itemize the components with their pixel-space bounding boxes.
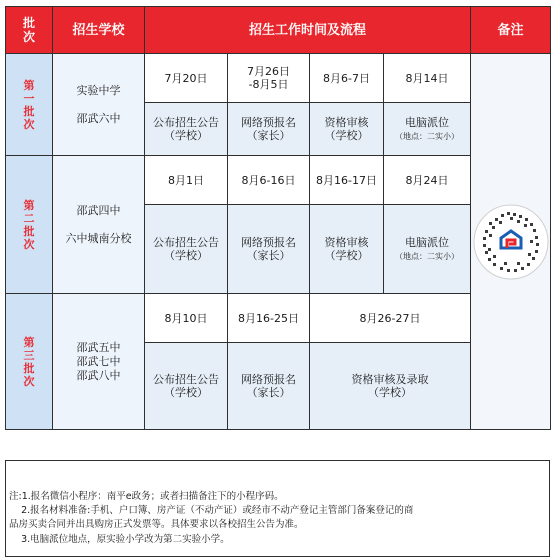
batch-1-step-4 (384, 103, 471, 156)
batch-1-date-2: 7月26日 -8月5日 (228, 54, 310, 103)
batch-3-date-3: 8月26-27日 (310, 294, 471, 343)
note-line-2: 2.报名材料准备:手机、户口簿、房产证（不动产证）或经市不动产登记主管部门备案登记的商 (9, 505, 414, 516)
school-name: 实验中学 (76, 83, 121, 97)
batch-3-date-2: 8月16-25日 (228, 294, 310, 343)
batch-1-date-1: 7月20日 (145, 54, 228, 103)
step-title: 公布招生公告 (153, 373, 219, 386)
batch-1-char: 批 (23, 104, 35, 118)
header-remark: 备注 (471, 7, 551, 54)
step-title: 电脑派位 (405, 236, 449, 249)
batch-3-char: 第 (23, 335, 35, 349)
school-name: 六中城南分校 (65, 231, 132, 245)
batch-2-step-2 (228, 205, 310, 294)
step-sub: （地点：二实小） (395, 132, 459, 141)
step-title: 公布招生公告 (153, 116, 219, 129)
school-name: 邵武四中 (76, 203, 121, 217)
batch-3-char: 次 (23, 374, 35, 388)
batch-1-char: 第 (23, 78, 35, 92)
batch-1-label (6, 54, 53, 156)
step-sub: （地点：二实小） (395, 252, 459, 261)
remark-cell (471, 54, 551, 430)
batch-2-label (6, 156, 53, 294)
step-sub: （家长） (246, 249, 291, 262)
batch-2-date-row (6, 156, 551, 205)
header-process: 招生工作时间及流程 (145, 7, 471, 54)
step-sub: （学校） (164, 386, 208, 399)
school-name: 邵武七中 (76, 354, 121, 368)
school-name: 邵武六中 (76, 111, 121, 125)
batch-2-step-1 (145, 205, 228, 294)
step-title: 网络预报名 (241, 116, 296, 129)
note-line-3: 品房买卖合同并出具购房正式发票等。具体要求以各校招生公告为准。 (9, 519, 304, 530)
step-title: 资格审核及录取 (351, 373, 429, 386)
batch-2-char: 第 (23, 198, 35, 212)
step-title: 电脑派位 (405, 116, 449, 129)
batch-3-label (6, 294, 53, 430)
batch-2-date-3: 8月16-17日 (310, 156, 384, 205)
batch-3-date-row (6, 294, 551, 343)
note-line-1: 注:1.报名微信小程序：南平e政务；或者扫描备注下的小程序码。 (9, 491, 284, 502)
step-sub: （学校） (164, 249, 208, 262)
step-title: 公布招生公告 (153, 236, 219, 249)
header-row (6, 7, 551, 54)
schedule-table (5, 6, 551, 430)
batch-3-step-3 (310, 343, 471, 430)
batch-1-char: 次 (23, 117, 35, 131)
batch-1-step-2 (228, 103, 310, 156)
batch-1-schools (53, 54, 145, 156)
step-title: 资格审核 (324, 236, 369, 249)
step-sub: （学校） (324, 129, 369, 142)
batch-2-char: 批 (23, 224, 35, 238)
qr-code-icon (473, 204, 549, 280)
step-sub: （家长） (246, 129, 291, 142)
header-school: 招生学校 (53, 7, 145, 54)
batch-2-step-4 (384, 205, 471, 294)
note-line-4: 3.电脑派位地点，原实验小学改为第二实验小学。 (9, 534, 230, 545)
batch-3-char: 批 (23, 361, 35, 375)
batch-2-date-2: 8月6-16日 (228, 156, 310, 205)
batch-1-char: 一 (23, 91, 35, 105)
school-name: 邵武八中 (76, 368, 121, 382)
batch-2-schools (53, 156, 145, 294)
school-name: 邵武五中 (76, 340, 121, 354)
batch-2-date-1: 8月1日 (145, 156, 228, 205)
batch-2-date-4: 8月24日 (384, 156, 471, 205)
step-sub: （家长） (246, 386, 291, 399)
batch-1-date-row (6, 54, 551, 103)
batch-2-char: 二 (23, 211, 35, 225)
batch-3-date-1: 8月10日 (145, 294, 228, 343)
batch-1-step-1 (145, 103, 228, 156)
notes-box (5, 460, 550, 557)
step-sub: （学校） (164, 129, 208, 142)
header-batch: 批次 (6, 7, 53, 54)
batch-3-schools (53, 294, 145, 430)
batch-2-step-3 (310, 205, 384, 294)
batch-3-char: 三 (23, 348, 35, 362)
step-sub: （学校） (324, 249, 369, 262)
batch-1-date-4: 8月14日 (384, 54, 471, 103)
batch-3-step-1 (145, 343, 228, 430)
batch-1-date-3: 8月6-7日 (310, 54, 384, 103)
step-title: 网络预报名 (241, 373, 296, 386)
step-title: 网络预报名 (241, 236, 296, 249)
batch-3-step-2 (228, 343, 310, 430)
batch-1-step-3 (310, 103, 384, 156)
batch-2-char: 次 (23, 237, 35, 251)
step-sub: （学校） (368, 386, 412, 399)
step-title: 资格审核 (324, 116, 369, 129)
